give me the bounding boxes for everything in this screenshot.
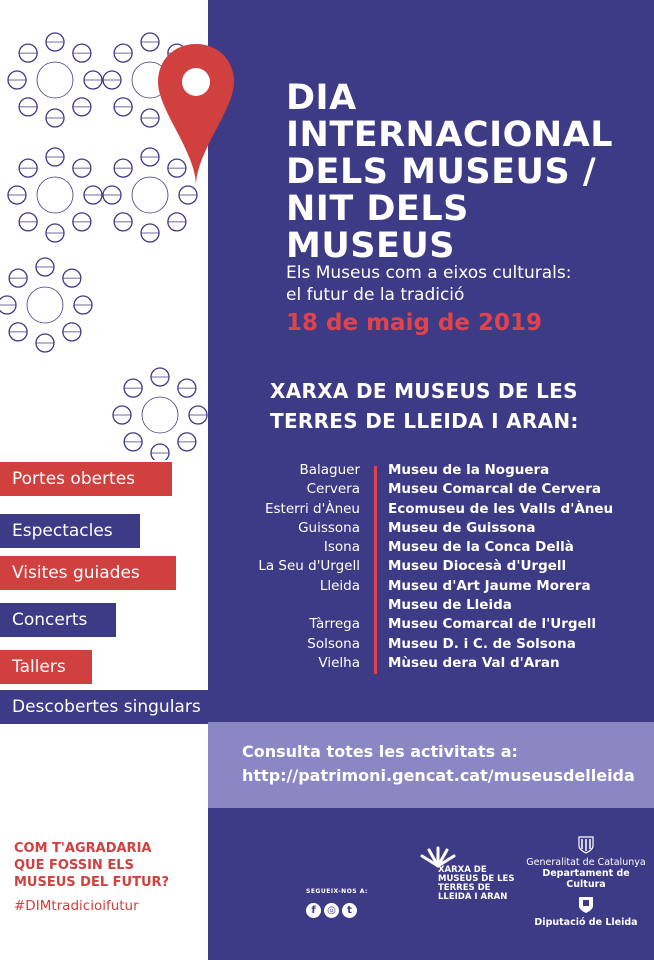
xarxa-logo-text (438, 866, 514, 902)
museum-list (230, 462, 650, 674)
museum-row (230, 539, 650, 558)
network-heading (270, 376, 579, 436)
xarxa-logo-line: XARXA DE (438, 865, 487, 875)
town-name: Guissona (298, 519, 360, 536)
generalitat-line: Generalitat de Catalunya (526, 857, 646, 868)
flower-center (27, 287, 63, 323)
xarxa-logo (418, 842, 515, 902)
flower-center (37, 62, 73, 98)
activity-tag: Tallers (0, 650, 92, 684)
museum-name: Museu de la Conca Dellà (388, 539, 574, 556)
flower-motif (8, 148, 102, 242)
question-line: QUE FOSSIN ELS (14, 858, 134, 873)
town-name: Lleida (319, 577, 360, 594)
museum-row (230, 481, 650, 500)
museum-row (230, 558, 650, 577)
facebook-icon[interactable]: f (306, 903, 321, 918)
location-pin-icon (156, 40, 236, 190)
twitter-icon[interactable]: t (342, 903, 357, 918)
town-name: Isona (323, 539, 360, 556)
consult-text: Consulta totes les activitats a: (242, 742, 518, 761)
museum-name: Museu de la Noguera (388, 462, 550, 478)
question-line: MUSEUS DEL FUTUR? (14, 875, 170, 890)
museum-row (230, 501, 650, 520)
future-question (14, 840, 169, 891)
event-date: 18 de maig de 2019 (286, 310, 543, 336)
museum-name: Mùseu dera Val d'Aran (388, 654, 560, 671)
museum-row (230, 616, 650, 635)
hashtag: #DIMtradicioifutur (14, 898, 139, 914)
town-name: Vielha (318, 654, 360, 671)
activity-tag: Espectacles (0, 514, 140, 548)
flower-center (142, 397, 178, 433)
museum-name: Ecomuseu de les Valls d'Àneu (388, 500, 614, 517)
consult-banner (208, 722, 654, 808)
museum-row (230, 578, 650, 597)
xarxa-logo-line: LLEIDA I ARAN (438, 892, 508, 902)
museum-name: Museu de Guissona (388, 519, 536, 536)
museum-name: Museu Diocesà d'Urgell (388, 558, 567, 575)
museum-name: Museu Comarcal de l'Urgell (388, 616, 596, 633)
museum-name: Museu d'Art Jaume Morera (388, 577, 591, 594)
title-line: NIT DELS (286, 189, 469, 229)
flower-center (37, 177, 73, 213)
town-name: Balaguer (299, 462, 360, 478)
title-line: DIA (286, 78, 357, 118)
museum-row (230, 655, 650, 674)
activity-tag: Descobertes singulars (0, 690, 248, 724)
xarxa-logo-line: TERRES DE (438, 883, 491, 893)
network-heading-line: TERRES DE LLEIDA I ARAN: (270, 409, 579, 433)
museum-row (230, 597, 650, 616)
subtitle-line: el futur de la tradició (286, 285, 465, 305)
title-line: DELS MUSEUS / (286, 152, 597, 192)
town-name: Esterri d'Àneu (264, 500, 360, 517)
museum-name: Museu D. i C. de Solsona (388, 635, 576, 652)
question-line: COM T'AGRADARIA (14, 841, 152, 856)
diputacio-shield-icon (578, 896, 594, 914)
subtitle (286, 262, 571, 306)
network-heading-line: XARXA DE MUSEUS DE LES (270, 379, 578, 403)
museum-row (230, 636, 650, 655)
xarxa-logo-line: MUSEUS DE LES (438, 874, 515, 884)
activity-tag: Concerts (0, 603, 116, 637)
instagram-icon[interactable]: ◎ (324, 903, 339, 918)
town-name: Cervera (306, 481, 360, 498)
town-name: La Seu d'Urgell (258, 558, 360, 575)
globe-icon (151, 444, 169, 460)
museum-row (230, 462, 650, 481)
town-name: Tàrrega (309, 616, 360, 633)
generalitat-shield-icon (578, 836, 594, 854)
poster-title (286, 80, 613, 265)
museum-name: Museu de Lleida (388, 597, 512, 614)
consult-link[interactable]: http://patrimoni.gencat.cat/museusdelleida (242, 766, 635, 785)
flower-motif (113, 368, 207, 460)
follow-label: SEGUEIX-NOS A: (306, 888, 368, 895)
generalitat-line: Departament de Cultura (542, 868, 630, 890)
title-line: MUSEUS (286, 226, 455, 266)
museum-name: Museu Comarcal de Cervera (388, 481, 601, 498)
generalitat-logo (522, 836, 650, 890)
social-links (306, 903, 357, 918)
town-name: Solsona (307, 635, 360, 652)
subtitle-line: Els Museus com a eixos culturals: (286, 263, 572, 283)
activity-tag: Portes obertes (0, 462, 172, 496)
museum-row (230, 520, 650, 539)
activity-tag: Visites guiades (0, 556, 176, 590)
diputacio-logo (522, 896, 650, 928)
title-line: INTERNACIONAL (286, 115, 614, 155)
flower-motif (0, 258, 92, 352)
diputacio-name: Diputació de Lleida (534, 917, 638, 928)
flower-motif (8, 33, 102, 127)
